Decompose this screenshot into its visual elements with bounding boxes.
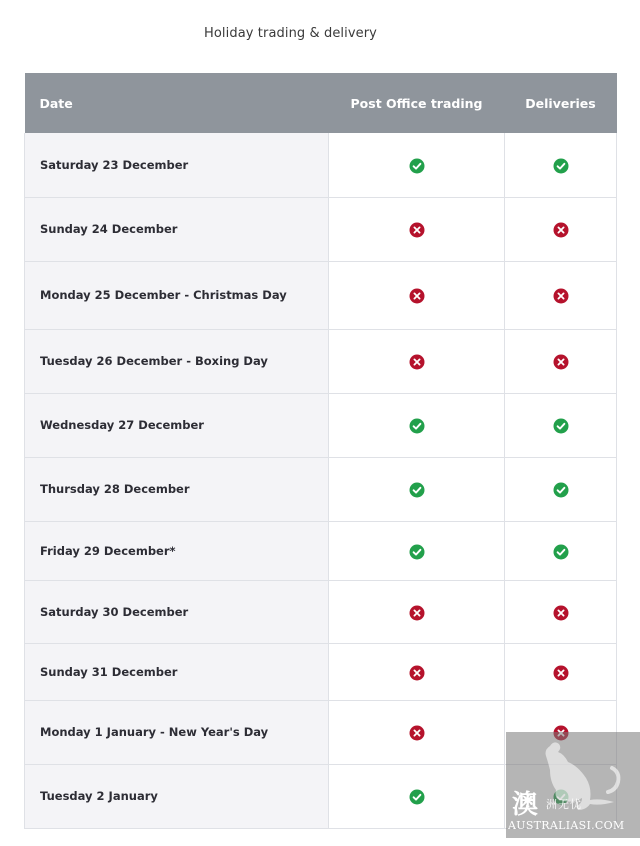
table-row bbox=[25, 329, 617, 393]
cross-circle-icon bbox=[553, 605, 569, 621]
check-circle-icon bbox=[553, 482, 569, 498]
post-office-status-cell bbox=[329, 521, 505, 580]
table-row bbox=[25, 133, 617, 197]
post-office-status-cell bbox=[329, 580, 505, 643]
holiday-table bbox=[24, 73, 617, 829]
column-header-post-office: Post Office trading bbox=[350, 95, 483, 111]
deliveries-status-cell bbox=[505, 580, 617, 643]
post-office-status-cell bbox=[329, 643, 505, 700]
date-cell: Tuesday 2 January bbox=[25, 764, 329, 828]
deliveries-status-cell bbox=[505, 457, 617, 521]
post-office-status-cell bbox=[329, 393, 505, 457]
cross-circle-icon bbox=[553, 665, 569, 681]
date-cell: Tuesday 26 December - Boxing Day bbox=[25, 329, 329, 393]
check-circle-icon bbox=[409, 158, 425, 174]
table-row bbox=[25, 197, 617, 261]
check-circle-icon bbox=[553, 418, 569, 434]
table-row bbox=[25, 457, 617, 521]
date-cell: Sunday 24 December bbox=[25, 197, 329, 261]
cross-circle-icon bbox=[553, 288, 569, 304]
date-cell: Friday 29 December* bbox=[25, 521, 329, 580]
deliveries-status-cell bbox=[505, 261, 617, 329]
watermark-brand: AUSTRALIASI.COM bbox=[508, 819, 625, 832]
check-circle-icon bbox=[409, 418, 425, 434]
date-cell: Sunday 31 December bbox=[25, 643, 329, 700]
deliveries-status-cell bbox=[505, 197, 617, 261]
check-circle-icon bbox=[553, 158, 569, 174]
table-header-row bbox=[25, 73, 617, 133]
column-header-deliveries: Deliveries bbox=[525, 95, 596, 111]
deliveries-status-cell bbox=[505, 329, 617, 393]
post-office-status-cell bbox=[329, 457, 505, 521]
table-body bbox=[25, 133, 617, 828]
deliveries-status-cell bbox=[505, 133, 617, 197]
check-circle-icon bbox=[409, 544, 425, 560]
date-cell: Monday 25 December - Christmas Day bbox=[25, 261, 329, 329]
date-cell: Wednesday 27 December bbox=[25, 393, 329, 457]
date-cell: Saturday 30 December bbox=[25, 580, 329, 643]
cross-circle-icon bbox=[409, 222, 425, 238]
table-row bbox=[25, 521, 617, 580]
cross-circle-icon bbox=[409, 725, 425, 741]
table-row bbox=[25, 643, 617, 700]
cross-circle-icon bbox=[409, 354, 425, 370]
check-circle-icon bbox=[409, 789, 425, 805]
cross-circle-icon bbox=[409, 288, 425, 304]
table-row bbox=[25, 580, 617, 643]
cross-circle-icon bbox=[409, 605, 425, 621]
watermark-small-chars: 洲无忧 bbox=[546, 798, 582, 811]
watermark bbox=[506, 732, 640, 838]
deliveries-status-cell bbox=[505, 643, 617, 700]
check-circle-icon bbox=[553, 544, 569, 560]
deliveries-status-cell bbox=[505, 521, 617, 580]
cross-circle-icon bbox=[409, 665, 425, 681]
check-circle-icon bbox=[409, 482, 425, 498]
page-title: Holiday trading & delivery bbox=[204, 26, 377, 41]
post-office-status-cell bbox=[329, 764, 505, 828]
table-row bbox=[25, 393, 617, 457]
holiday-table-container bbox=[24, 73, 616, 829]
column-header-date: Date bbox=[39, 95, 73, 111]
post-office-status-cell bbox=[329, 133, 505, 197]
date-cell: Thursday 28 December bbox=[25, 457, 329, 521]
table-row bbox=[25, 261, 617, 329]
cross-circle-icon bbox=[553, 354, 569, 370]
post-office-status-cell bbox=[329, 329, 505, 393]
deliveries-status-cell bbox=[505, 393, 617, 457]
post-office-status-cell bbox=[329, 261, 505, 329]
date-cell: Saturday 23 December bbox=[25, 133, 329, 197]
cross-circle-icon bbox=[553, 222, 569, 238]
watermark-big-char: 澳 bbox=[512, 790, 539, 820]
post-office-status-cell bbox=[329, 197, 505, 261]
post-office-status-cell bbox=[329, 700, 505, 764]
date-cell: Monday 1 January - New Year's Day bbox=[25, 700, 329, 764]
table-header bbox=[25, 73, 617, 133]
